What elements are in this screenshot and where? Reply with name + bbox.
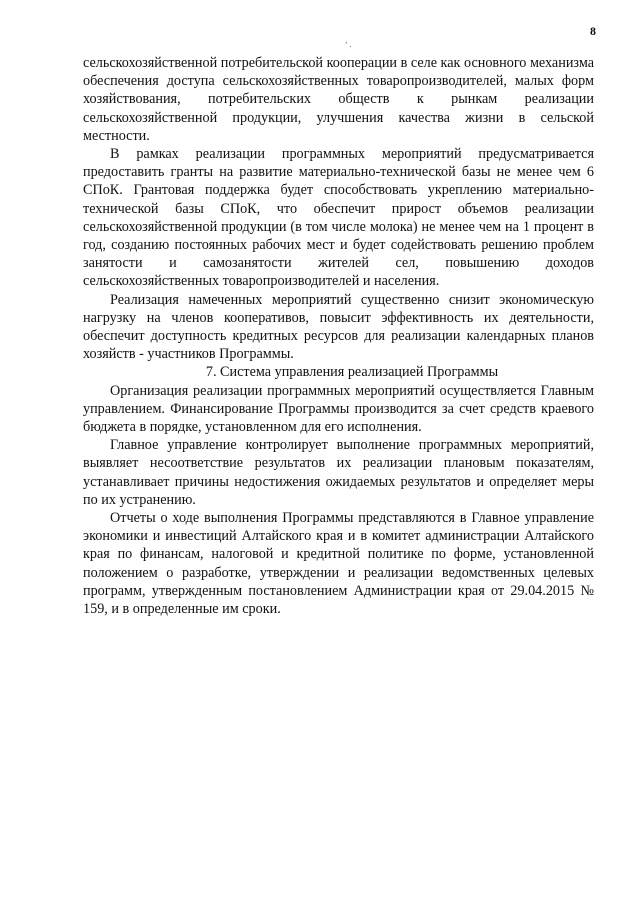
paragraph-reports: Отчеты о ходе выполнения Программы представляются в Главное управление экономики и инвестиций Алтайского края и в комитет администрации Алтайского края по финансам, налоговой и кредитной политике по форме, установленной положением о разработке, утверждении и реализации ведомственных целевых программ, утвержденным постановлением Администрации края от 29.04.2015 № 159, и в определенные им сроки.	[83, 510, 594, 618]
scan-mark: ʻ .	[345, 40, 352, 49]
page-number: 8	[590, 24, 596, 38]
paragraph-control: Главное управление контролирует выполнение программных мероприятий, выявляет несоответствие результатов их реализации плановым показателям, устанавливает причины недостижения ожидаемых результатов и определяет меры по их устранению.	[83, 437, 594, 508]
section-heading: 7. Система управления реализацией Программы	[205, 364, 499, 381]
paragraph-implementation: Реализация намеченных мероприятий существенно снизит экономическую нагрузку на членов кооперативов, повысит эффективность их деятельности, обеспечит доступность кредитных ресурсов для реализации календарных планов хозяйств - участников Программы.	[83, 291, 594, 363]
document-body	[83, 54, 594, 618]
paragraph-organization: Организация реализации программных мероприятий осуществляется Главным управлением. Финансирование Программы производится за счет средств краевого бюджета в порядке, установленном для его исполнения.	[83, 382, 594, 436]
paragraph-grants: В рамках реализации программных мероприятий предусматривается предоставить гранты на развитие материально-технической базы не менее чем 6 СПоК. Грантовая поддержка будет способствовать укреплению материально-технической базы СПоК, что обеспечит прирост объемов реализации сельскохозяйственной продукции (в том числе молока) не менее чем на 1 процент в год, созданию постоянных рабочих мест и будет содействовать решению проблем занятости и самозанятости жителей сел, повышению доходов сельскохозяйственных товаропроизводителей и населения.	[83, 146, 594, 290]
paragraph-continuation: сельскохозяйственной потребительской кооперации в селе как основного механизма обеспечения доступа сельскохозяйственных товаропроизводителей, малых форм хозяйствования, потребительских обществ к рынкам реализации сельскохозяйственной продукции, улучшения качества жизни в сельской местности.	[83, 55, 594, 144]
